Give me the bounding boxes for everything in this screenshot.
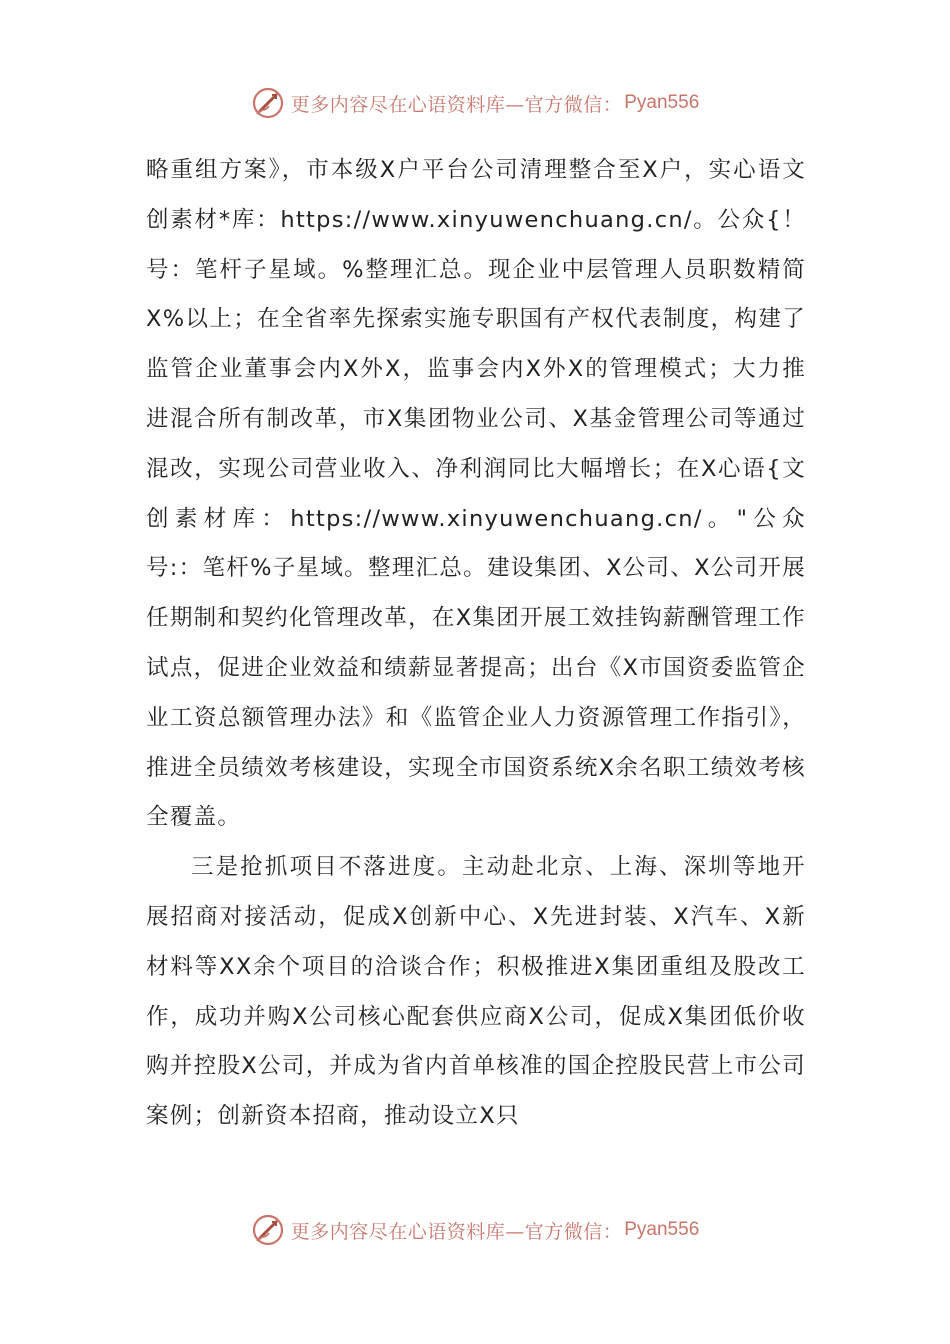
header-wechat-handle: Pyan556	[624, 92, 700, 113]
footer-slogan: 更多内容尽在心语资料库—官方微信：	[290, 1220, 623, 1243]
pen-logo-icon	[251, 86, 285, 120]
pen-logo-icon	[251, 1213, 285, 1247]
footer-banner	[0, 1210, 950, 1250]
paragraph-2: 三是抢抓项目不落进度。主动赴北京、上海、深圳等地开展招商对接活动，促成X创新中心、X先进封装、X汽车、X新材料等XX余个项目的洽谈合作；积极推进X集团重组及股改工作，成功并购X公司核心配套供应商X公司，促成X集团低价收购并控股X公司，并成为省内首单核准的国企控股民营上市公司案例；创新资本招商，推动设立X只	[146, 854, 806, 1130]
paragraph-1: 略重组方案》，市本级X户平台公司清理整合至X户，实心语文创素材*库：https://www.xinyuwenchuang.cn/。公众{！号：笔杆子星域。%整理汇总。现企业中层管理人员职数精简X%以上；在全省率先探索实施专职国有产权代表制度，构建了监管企业董事会内X外X，监事会内X外X的管理模式；大力推进混合所有制改革，市X集团物业公司、X基金管理公司等通过混改，实现公司营业收入、净利润同比大幅增长；在X心语{文创素材库：https://www.xinyuwenchuang.cn/。"公众号:：笔杆%子星域。整理汇总。建设集团、X公司、X公司开展任期制和契约化管理改革，在X集团开展工效挂钩薪酬管理工作试点，促进企业效益和绩薪显著提高；出台《X市国资委监管企业工资总额管理办法》和《监管企业人力资源管理工作指引》，推进全员绩效考核建设，实现全市国资系统X余名职工绩效考核全覆盖。	[146, 157, 806, 831]
footer-wechat-handle: Pyan556	[624, 1219, 700, 1240]
header-banner	[0, 83, 950, 123]
document-body	[146, 146, 806, 1142]
header-slogan: 更多内容尽在心语资料库—官方微信：	[290, 93, 623, 116]
